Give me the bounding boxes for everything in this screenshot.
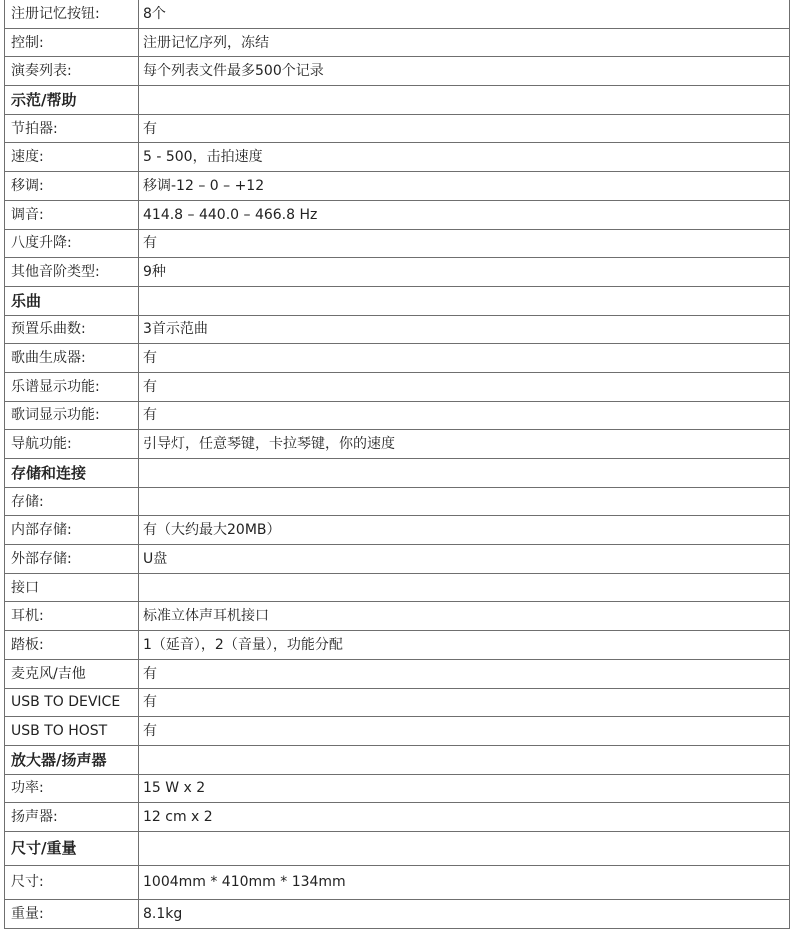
spec-value: 有	[139, 344, 790, 373]
spec-label: 尺寸:	[5, 865, 139, 899]
section-value-cell	[139, 745, 790, 774]
spec-label: 速度:	[5, 143, 139, 172]
section-header-row	[5, 86, 790, 115]
spec-row	[5, 865, 790, 899]
spec-row	[5, 372, 790, 401]
spec-table	[4, 0, 790, 929]
spec-value: 有	[139, 717, 790, 746]
spec-value	[139, 487, 790, 516]
spec-row	[5, 659, 790, 688]
spec-row	[5, 258, 790, 287]
spec-value: U盘	[139, 545, 790, 574]
section-title: 乐曲	[5, 286, 139, 315]
spec-row	[5, 430, 790, 459]
spec-row	[5, 516, 790, 545]
spec-label: 扬声器:	[5, 803, 139, 832]
spec-label: 注册记忆按钮:	[5, 0, 139, 28]
spec-label: 八度升降:	[5, 229, 139, 258]
spec-row	[5, 172, 790, 201]
section-header-row	[5, 459, 790, 488]
spec-row	[5, 545, 790, 574]
spec-row	[5, 803, 790, 832]
spec-label: 耳机:	[5, 602, 139, 631]
spec-value: 1004mm * 410mm * 134mm	[139, 865, 790, 899]
section-value-cell	[139, 286, 790, 315]
spec-value: 8.1kg	[139, 899, 790, 928]
spec-label: 预置乐曲数:	[5, 315, 139, 344]
spec-value: 1（延音），2（音量），功能分配	[139, 631, 790, 660]
spec-row	[5, 28, 790, 57]
spec-value: 标准立体声耳机接口	[139, 602, 790, 631]
spec-value	[139, 573, 790, 602]
spec-label: 存储:	[5, 487, 139, 516]
spec-label: 踏板:	[5, 631, 139, 660]
spec-value: 有	[139, 229, 790, 258]
spec-row	[5, 57, 790, 86]
spec-table-body	[5, 0, 790, 928]
spec-label: 其他音阶类型:	[5, 258, 139, 287]
spec-label: 移调:	[5, 172, 139, 201]
spec-value: 3首示范曲	[139, 315, 790, 344]
section-header-row	[5, 745, 790, 774]
section-title: 放大器/扬声器	[5, 745, 139, 774]
spec-value: 注册记忆序列，冻结	[139, 28, 790, 57]
spec-row	[5, 487, 790, 516]
section-value-cell	[139, 831, 790, 865]
spec-value: 有	[139, 114, 790, 143]
section-title: 存储和连接	[5, 459, 139, 488]
spec-label: USB TO HOST	[5, 717, 139, 746]
spec-label: 接口	[5, 573, 139, 602]
spec-row	[5, 401, 790, 430]
section-title: 示范/帮助	[5, 86, 139, 115]
spec-label: 控制:	[5, 28, 139, 57]
spec-row	[5, 717, 790, 746]
spec-label: 歌词显示功能:	[5, 401, 139, 430]
spec-row	[5, 774, 790, 803]
spec-label: 节拍器:	[5, 114, 139, 143]
spec-label: 外部存储:	[5, 545, 139, 574]
spec-row	[5, 229, 790, 258]
spec-label: 内部存储:	[5, 516, 139, 545]
spec-label: 演奏列表:	[5, 57, 139, 86]
spec-value: 有	[139, 659, 790, 688]
spec-row	[5, 899, 790, 928]
section-value-cell	[139, 459, 790, 488]
section-header-row	[5, 831, 790, 865]
spec-value: 有（大约最大20MB）	[139, 516, 790, 545]
spec-label: 歌曲生成器:	[5, 344, 139, 373]
section-value-cell	[139, 86, 790, 115]
spec-row	[5, 344, 790, 373]
spec-value: 5 - 500，击拍速度	[139, 143, 790, 172]
spec-label: 功率:	[5, 774, 139, 803]
spec-value: 有	[139, 688, 790, 717]
spec-row	[5, 315, 790, 344]
spec-label: 乐谱显示功能:	[5, 372, 139, 401]
spec-value: 每个列表文件最多500个记录	[139, 57, 790, 86]
spec-label: 重量:	[5, 899, 139, 928]
spec-row	[5, 200, 790, 229]
spec-row	[5, 602, 790, 631]
spec-value: 有	[139, 401, 790, 430]
spec-value: 有	[139, 372, 790, 401]
spec-row	[5, 631, 790, 660]
spec-row	[5, 143, 790, 172]
spec-label: USB TO DEVICE	[5, 688, 139, 717]
spec-label: 调音:	[5, 200, 139, 229]
spec-row	[5, 688, 790, 717]
section-title: 尺寸/重量	[5, 831, 139, 865]
spec-label: 导航功能:	[5, 430, 139, 459]
spec-value: 15 W x 2	[139, 774, 790, 803]
section-header-row	[5, 286, 790, 315]
spec-value: 移调-12 – 0 – +12	[139, 172, 790, 201]
spec-value: 414.8 – 440.0 – 466.8 Hz	[139, 200, 790, 229]
spec-row	[5, 0, 790, 28]
spec-row	[5, 114, 790, 143]
spec-value: 引导灯，任意琴键，卡拉琴键，你的速度	[139, 430, 790, 459]
spec-value: 8个	[139, 0, 790, 28]
spec-value: 9种	[139, 258, 790, 287]
spec-row	[5, 573, 790, 602]
spec-label: 麦克风/吉他	[5, 659, 139, 688]
spec-value: 12 cm x 2	[139, 803, 790, 832]
